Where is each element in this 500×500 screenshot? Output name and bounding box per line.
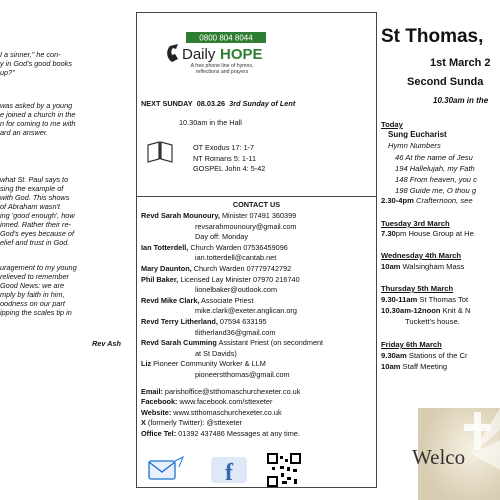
banner-text: reflections and prayers <box>195 69 249 75</box>
reading-line: GOSPEL John 4: 5-42 <box>193 164 266 173</box>
email-icon[interactable] <box>145 455 185 485</box>
banner-text: Daily <box>182 46 216 63</box>
banner-text: HOPE <box>220 46 263 63</box>
event-line: 10am Staff Meeting <box>381 362 448 371</box>
contact-line: Website: www.stthomaschurchexeter.co.uk <box>141 407 282 417</box>
contact-line: revsarahmounoury@gmail.com <box>195 221 297 231</box>
readings-list <box>193 143 265 175</box>
sung-eucharist: Sung Eucharist <box>388 130 447 139</box>
event-day: Friday 6th March <box>381 340 442 349</box>
banner-text: A free phone line of hymns, <box>190 63 254 69</box>
text-line: what St. Paul says to <box>0 175 69 184</box>
contact-line: Liz Pioneer Community Worker & LLM <box>141 359 266 369</box>
text-line: God's eyes because of <box>0 229 75 238</box>
text-line: ard an answer. <box>0 128 48 137</box>
text-block-1 <box>0 50 72 77</box>
contact-line: at St Davids) <box>195 348 237 358</box>
next-sunday-title: NEXT SUNDAY 08.03.26 3rd Sunday of Lent <box>141 99 296 108</box>
contact-line: Facebook: www.facebook.com/sttexeter <box>141 397 273 407</box>
facebook-icon[interactable] <box>209 455 249 485</box>
signature: Rev Ash <box>92 339 121 348</box>
event-day: Thursday 5th March <box>381 284 454 293</box>
text-line: mply by faith in him, <box>0 290 65 299</box>
contact-line: mike.clark@exeter.anglican.org <box>195 306 297 316</box>
text-block-2 <box>0 101 75 137</box>
event-line: 10am Walsingham Mass <box>381 262 465 271</box>
text-line: oodness on our part <box>0 299 65 308</box>
text-line: up?" <box>0 68 15 77</box>
contact-line: Revd Sarah Mounoury, Minister 07491 360399 <box>141 211 297 220</box>
dailyhope-banner <box>164 32 270 76</box>
event-line: 10.30am-12noon Knit & N <box>381 306 471 315</box>
contact-line: Day off: Monday <box>195 232 248 242</box>
contact-line: Revd Sarah Cumming Assistant Priest (on secondment <box>141 338 324 348</box>
text-line: was asked by a young <box>0 101 73 110</box>
event-line: Tuckett's house. <box>405 317 460 326</box>
service-date: 1st March 2 <box>430 57 491 69</box>
contact-section <box>137 196 376 209</box>
bible-icon <box>145 137 175 165</box>
reading-line: NT Romans 5: 1-11 <box>193 153 256 163</box>
text-block-3 <box>0 175 75 247</box>
contact-line: Mary Daunton, Church Warden 07779742792 <box>141 264 292 273</box>
today-heading: Today <box>381 120 403 129</box>
contact-line: tlitherland36@gmail.com <box>195 327 276 337</box>
contact-line: Revd Terry Litherland, 07594 633195 <box>141 317 267 326</box>
banner-text: 0800 804 8044 <box>199 33 253 43</box>
hymn-numbers-label: Hymn Numbers <box>388 141 441 150</box>
text-line: n for coming to me with <box>0 119 76 128</box>
service-time-right: 10.30am in the <box>433 96 489 105</box>
svg-text:Welco: Welco <box>412 445 466 469</box>
phone-icon <box>167 44 178 62</box>
contact-line: lionelbaker@outlook.com <box>195 285 278 295</box>
contact-line: Phil Baker, Licensed Lay Minister 07970 216740 <box>141 274 300 284</box>
reading-line: OT Exodus 17: 1-7 <box>193 143 255 152</box>
crafternoon-line: 2.30-4pm Crafternoon, see <box>381 196 473 205</box>
hymn-line: 198 Guide me, O thou g <box>395 186 477 195</box>
text-line: I a sinner," he con- <box>0 50 61 59</box>
text-line: relieved to remember <box>0 272 69 281</box>
contact-line: Email: parishoffice@stthomaschurchexeter.co.uk <box>141 386 301 396</box>
event-line: 9.30-11am St Thomas Tot <box>381 295 469 304</box>
hymn-line: 194 Hallelujah, my Fath <box>395 164 475 173</box>
text-line: inned. Rather their re- <box>0 220 71 229</box>
contact-line: ian.totterdell@cantab.net <box>195 253 277 263</box>
text-line: Good News: we are <box>0 281 65 290</box>
text-line: with God. This shows <box>0 193 70 202</box>
hymn-list <box>395 152 477 196</box>
hymn-line: 148 From heaven, you c <box>395 175 477 184</box>
text-block-4 <box>0 263 77 317</box>
dailyhope-logo <box>164 32 270 76</box>
contact-heading: CONTACT US <box>232 200 281 209</box>
event-line: 9.30am Stations of the Cr <box>381 351 468 360</box>
svg-text:f: f <box>225 460 233 485</box>
text-line: sing the example of <box>0 184 64 193</box>
sunday-name: Second Sunda <box>407 76 484 88</box>
text-line: e joined a church in the <box>0 110 76 119</box>
contact-line: X (formerly Twitter): @sttexeter <box>141 418 242 428</box>
text-line: uragement to my young <box>0 263 77 272</box>
contact-line: Office Tel: 01392 437486 Messages at any time. <box>141 429 300 438</box>
hymn-line: 46 At the name of Jesu <box>395 153 473 162</box>
newsletter-panel <box>136 12 377 488</box>
text-line: ipping the scales tip in <box>0 308 72 317</box>
contact-line: Ian Totterdell, Church Warden 07536459096 <box>141 242 288 252</box>
text-line: of Abraham wasn't <box>0 202 60 211</box>
event-day: Wednesday 4th March <box>381 251 462 260</box>
qr-code <box>267 453 301 487</box>
contact-line: Revd Mike Clark, Associate Priest <box>141 295 254 305</box>
text-line: y in God's good books <box>0 59 72 68</box>
church-title: St Thomas, <box>381 26 484 47</box>
welcome-graphic <box>410 400 500 500</box>
text-line: elief and trust in God. <box>0 238 70 247</box>
text-line: ing 'good enough', how <box>0 211 75 220</box>
event-day: Tuesday 3rd March <box>381 219 450 228</box>
event-line: 7.30pm House Group at He <box>381 229 474 238</box>
service-time: 10.30am in the Hall <box>179 118 242 127</box>
contact-line: pioneerstthomas@gmail.com <box>195 370 290 379</box>
